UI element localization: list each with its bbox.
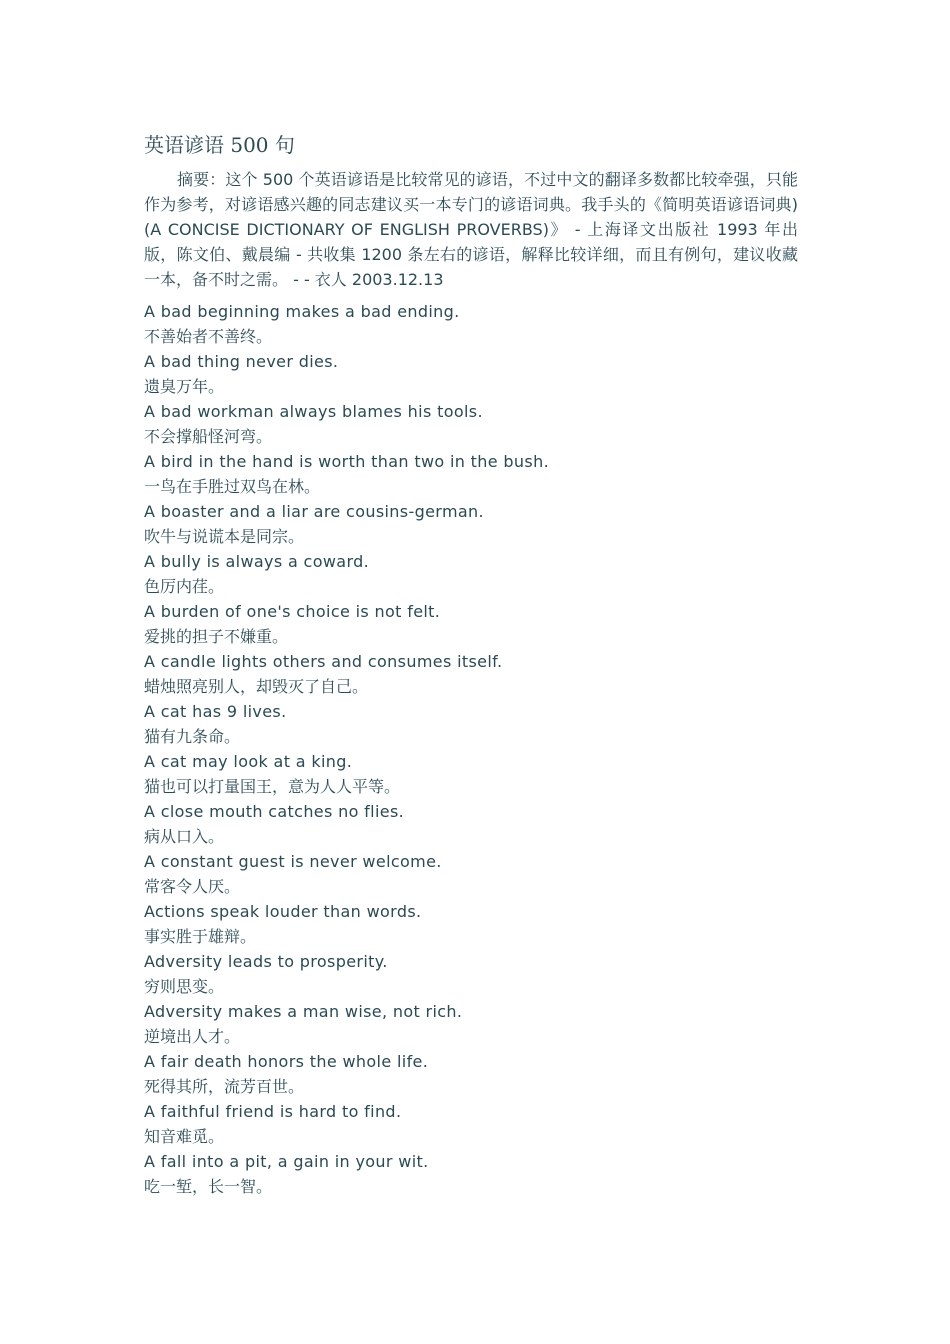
proverb-entry <box>144 599 804 649</box>
proverb-entry <box>144 649 804 699</box>
proverb-entry <box>144 749 804 799</box>
proverb-english: A bad workman always blames his tools. <box>144 402 483 421</box>
proverb-entry <box>144 849 804 899</box>
proverb-entry <box>144 349 804 399</box>
proverb-chinese: 不善始者不善终。 <box>144 327 273 346</box>
proverb-entry <box>144 399 804 449</box>
proverb-english: Adversity leads to prosperity. <box>144 952 388 971</box>
proverb-chinese: 遗臭万年。 <box>144 377 225 396</box>
proverb-entry <box>144 299 804 349</box>
proverb-english: A bully is always a coward. <box>144 552 370 571</box>
proverb-entry <box>144 449 804 499</box>
proverb-english: A constant guest is never welcome. <box>144 852 442 871</box>
proverb-chinese: 事实胜于雄辩。 <box>144 927 257 946</box>
proverb-chinese: 色厉内荏。 <box>144 577 225 596</box>
summary-paragraph: 摘要：这个 500 个英语谚语是比较常见的谚语，不过中文的翻译多数都比较牵强，只能作为参考，对谚语感兴趣的同志建议买一本专门的谚语词典。我手头的《简明英语谚语词典)(A CONCISE DICTIONARY OF ENGLISH PROVERBS)》 - 上海译文出版社 1993 年出版，陈文伯、戴晨编 - 共收集 1200 条左右的谚语，解释比较详细，而且有例句，建议收藏一本，备不时之需。 - - 衣人 2003.12.13 <box>144 170 798 289</box>
proverb-entry <box>144 999 804 1049</box>
proverb-chinese: 爱挑的担子不嫌重。 <box>144 627 289 646</box>
proverb-chinese: 吹牛与说谎本是同宗。 <box>144 527 305 546</box>
proverb-english: Actions speak louder than words. <box>144 902 422 921</box>
proverb-chinese: 不会撑船怪河弯。 <box>144 427 273 446</box>
proverb-english: A fair death honors the whole life. <box>144 1052 429 1071</box>
proverb-chinese: 病从口入。 <box>144 827 225 846</box>
proverb-entry <box>144 1099 804 1149</box>
proverb-entry <box>144 799 804 849</box>
proverb-english: A cat may look at a king. <box>144 752 353 771</box>
proverb-english: A cat has 9 lives. <box>144 702 287 721</box>
proverb-english: A close mouth catches no flies. <box>144 802 405 821</box>
proverb-chinese: 逆境出人才。 <box>144 1027 241 1046</box>
proverb-english: A bad thing never dies. <box>144 352 339 371</box>
proverb-english: A candle lights others and consumes itself. <box>144 652 503 671</box>
proverb-chinese: 知音难觅。 <box>144 1127 225 1146</box>
proverb-english: A boaster and a liar are cousins-german. <box>144 502 484 521</box>
proverb-chinese: 猫有九条命。 <box>144 727 241 746</box>
proverb-chinese: 猫也可以打量国王，意为人人平等。 <box>144 777 401 796</box>
proverb-entry <box>144 549 804 599</box>
proverb-chinese: 蜡烛照亮别人，却毁灭了自己。 <box>144 677 369 696</box>
proverb-english: A bird in the hand is worth than two in the bush. <box>144 452 550 471</box>
proverb-entry <box>144 1149 804 1199</box>
proverb-entry <box>144 499 804 549</box>
proverb-entry <box>144 1049 804 1099</box>
document-title: 英语谚语 500 句 <box>144 133 295 157</box>
proverb-chinese: 吃一堑，长一智。 <box>144 1177 273 1196</box>
proverb-list <box>144 299 804 1199</box>
proverb-chinese: 常客令人厌。 <box>144 877 241 896</box>
proverb-chinese: 一鸟在手胜过双鸟在林。 <box>144 477 321 496</box>
proverb-english: A burden of one's choice is not felt. <box>144 602 441 621</box>
proverb-chinese: 死得其所，流芳百世。 <box>144 1077 305 1096</box>
proverb-entry <box>144 949 804 999</box>
proverb-english: A bad beginning makes a bad ending. <box>144 302 460 321</box>
proverb-entry <box>144 699 804 749</box>
proverb-english: A fall into a pit, a gain in your wit. <box>144 1152 429 1171</box>
proverb-chinese: 穷则思变。 <box>144 977 225 996</box>
proverb-entry <box>144 899 804 949</box>
proverb-english: A faithful friend is hard to find. <box>144 1102 402 1121</box>
proverb-english: Adversity makes a man wise, not rich. <box>144 1002 463 1021</box>
